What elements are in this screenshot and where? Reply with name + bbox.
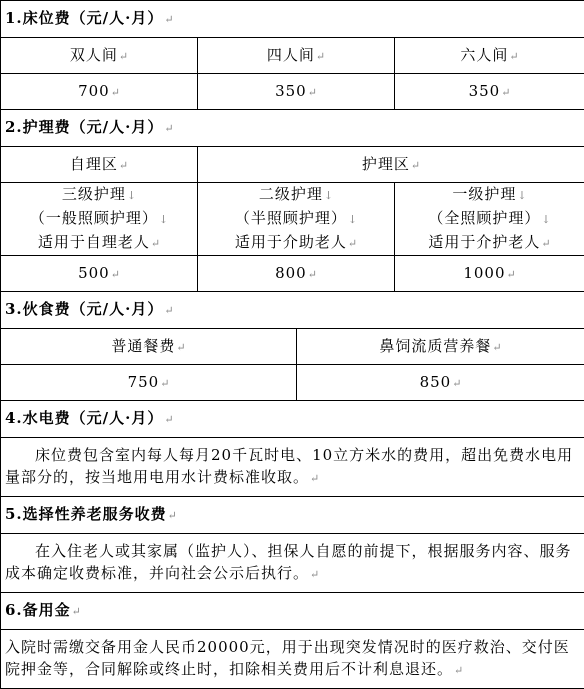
- section-optional-services: [1, 497, 584, 534]
- price-level-3: 500↵: [1, 256, 198, 292]
- price-regular-meal: 750↵: [1, 365, 297, 401]
- section-title: 1.床位费（元/人·月）↵: [1, 1, 584, 38]
- bed-prices: [1, 74, 584, 110]
- reserve-text: 入院时需缴交备用金人民币20000元，用于出现突发情况时的医疗救治、交付医院押金等，合同解除或终止时，扣除相关费用后不计利息退还。↵: [1, 630, 584, 689]
- nursing-prices: [1, 256, 584, 292]
- nursing-level-2: 二级护理↓ （半照顾护理）↓ 适用于介助老人↵: [198, 183, 395, 256]
- bed-room-types: [1, 38, 584, 74]
- optional-text: 在入住老人或其家属（监护人）、担保人自愿的前提下，根据服务内容、服务成本确定收费标准，并向社会公示后执行。↵: [1, 534, 584, 593]
- section-title: 3.伙食费（元/人·月）↵: [1, 292, 584, 329]
- room-type-quad: 四人间↵: [198, 38, 395, 74]
- price-quad: 350↵: [198, 74, 395, 110]
- food-type-regular: 普通餐费↵: [1, 329, 297, 365]
- food-type-nasal: 鼻饲流质营养餐↵: [297, 329, 584, 365]
- section-title: 2.护理费（元/人·月）↵: [1, 110, 584, 147]
- food-types: [1, 329, 584, 365]
- section-title: 4.水电费（元/人·月）↵: [1, 401, 584, 438]
- section-food-fee: [1, 292, 584, 329]
- section-title: 5.选择性养老服务收费↵: [1, 497, 584, 534]
- section-bed-fee: [1, 1, 584, 38]
- care-area: 护理区↵: [198, 147, 584, 183]
- room-type-double: 双人间↵: [1, 38, 198, 74]
- price-six: 350↵: [395, 74, 584, 110]
- utility-text: 床位费包含室内每人每月20千瓦时电、10立方米水的费用，超出免费水电用量部分的，按当地用电用水计费标准收取。↵: [1, 438, 584, 497]
- price-level-2: 800↵: [198, 256, 395, 292]
- price-double: 700↵: [1, 74, 198, 110]
- nursing-level-1: 一级护理↓ （全照顾护理）↓ 适用于介护老人↵: [395, 183, 584, 256]
- utility-description: [1, 438, 584, 497]
- section-utility-fee: [1, 401, 584, 438]
- optional-description: [1, 534, 584, 593]
- price-level-1: 1000↵: [395, 256, 584, 292]
- room-type-six: 六人间↵: [395, 38, 584, 74]
- nursing-levels: [1, 183, 584, 256]
- reserve-description: [1, 630, 584, 689]
- section-reserve-fund: [1, 593, 584, 630]
- self-care-area: 自理区↵: [1, 147, 198, 183]
- food-prices: [1, 365, 584, 401]
- section-nursing-fee: [1, 110, 584, 147]
- nursing-areas: [1, 147, 584, 183]
- price-nasal-meal: 850↵: [297, 365, 584, 401]
- nursing-level-3: 三级护理↓ （一般照顾护理）↓ 适用于自理老人↵: [1, 183, 198, 256]
- section-title: 6.备用金↵: [1, 593, 584, 630]
